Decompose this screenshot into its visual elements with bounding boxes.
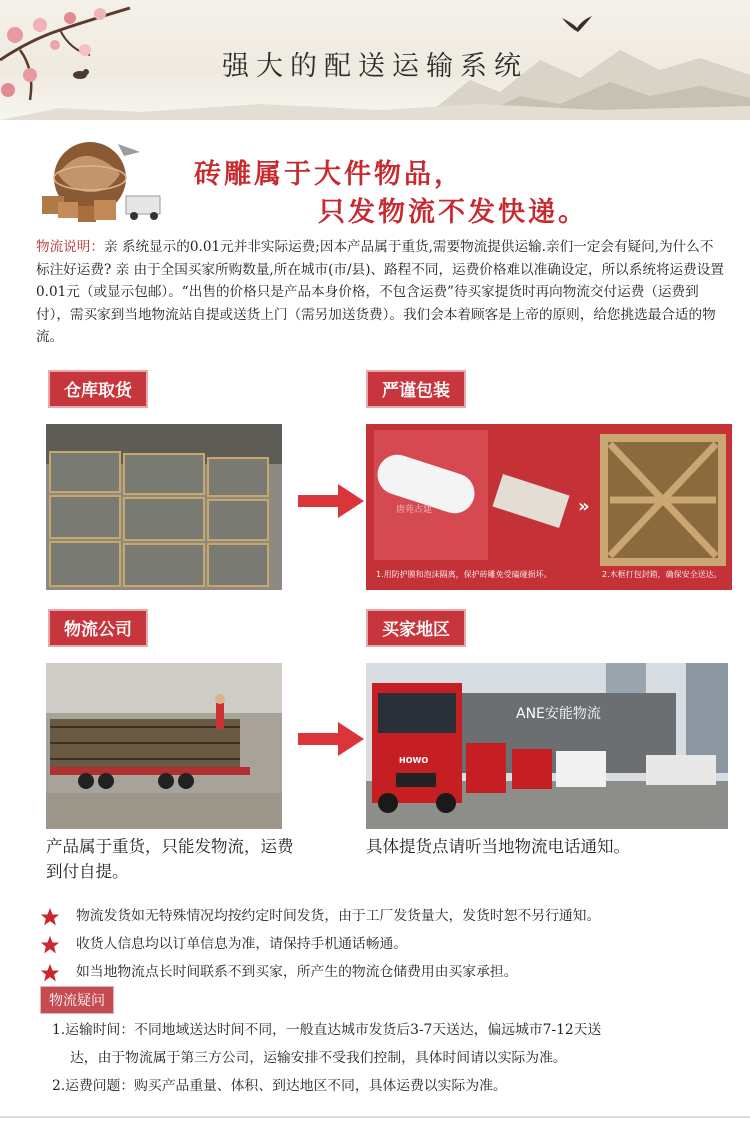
list-item <box>40 958 730 986</box>
packaging-step-1-caption: 1.用防护膜和泡沫隔离，保护砖雕免受磕碰损坏。 <box>376 570 552 579</box>
star-icon <box>40 935 60 955</box>
loading-truck-photo <box>46 663 282 829</box>
logistics-hub-photo <box>366 663 728 829</box>
faq-transport-time-continued: 达，由于物流属于第三方公司，运输安排不受我们控制，具体时间请以实际为准。 <box>70 1050 567 1066</box>
list-item <box>40 930 730 958</box>
arrow-right-icon <box>298 484 364 518</box>
packaging-photo <box>366 424 732 590</box>
list-item <box>40 902 730 930</box>
svg-text:»: » <box>578 496 590 517</box>
logistics-explanation <box>36 236 726 349</box>
globe-logistics-icon <box>28 134 168 234</box>
warehouse-photo <box>46 424 282 590</box>
packaging-step-2-caption: 2.木框打包封箱，确保安全送达。 <box>602 570 722 579</box>
tag-buyer-area: 买家地区 <box>366 609 466 647</box>
note-text: 如当地物流点长时间联系不到买家，所产生的物流仓储费用由买家承担。 <box>76 964 518 980</box>
explanation-text: 亲 系统显示的0.01元并非实际运费;因本产品属于重货,需要物流提供运输.亲们一定会有疑问,为什么不标注好运费? 亲 由于全国买家所购数量,所在城市(市/县)、路程不同，运费价格难以准确设定，所以系统将运费设置0.01元（或显示包邮）。“出售的价格只是产品本身价格，不包含运费”待买家提货时再向物流交付运费（运费到付），需买家到当地物流站自提或送货上门（需另加送货费）。我们会本着顾客是上帝的原则，给您挑选最合适的物流。 <box>36 239 724 345</box>
caption-heavy-goods: 产品属于重货，只能发物流，运费到付自提。 <box>46 837 294 881</box>
logistics-sign: ANE安能物流 <box>516 706 601 722</box>
flying-bird-icon <box>560 14 594 40</box>
explanation-label: 物流说明： <box>36 239 104 255</box>
faq-label: 物流疑问 <box>40 986 114 1014</box>
header-banner <box>0 0 750 120</box>
tag-warehouse: 仓库取货 <box>48 370 148 408</box>
watermark: 唐苑古建 <box>396 505 433 515</box>
note-text: 物流发货如无特殊情况均按约定时间发货，由于工厂发货量大，发货时恕不另行通知。 <box>76 908 601 924</box>
arrow-right-icon <box>298 722 364 756</box>
tag-logistics-company: 物流公司 <box>48 609 148 647</box>
faq-section <box>52 1016 732 1100</box>
notes-list <box>40 902 730 986</box>
page-title: 强大的配送运输系统 <box>222 51 528 82</box>
caption-pickup-notice: 具体提货点请听当地物流电话通知。 <box>366 837 630 856</box>
headline-large-item: 砖雕属于大件物品， <box>194 159 464 190</box>
truck-brand-plate: HOWO <box>399 756 429 765</box>
tag-packaging: 严谨包装 <box>366 370 466 408</box>
faq-shipping-cost: 2.运费问题：购买产品重量、体积、到达地区不同，具体运费以实际为准。 <box>52 1078 507 1094</box>
divider <box>0 1116 750 1118</box>
faq-transport-time: 1.运输时间：不同地域送达时间不同，一般直达城市发货后3-7天送达，偏远城市7-12天送 <box>52 1022 602 1038</box>
headline-logistics-only: 只发物流不发快递。 <box>318 197 588 228</box>
note-text: 收货人信息均以订单信息为准，请保持手机通话畅通。 <box>76 936 408 952</box>
star-icon <box>40 963 60 983</box>
star-icon <box>40 907 60 927</box>
